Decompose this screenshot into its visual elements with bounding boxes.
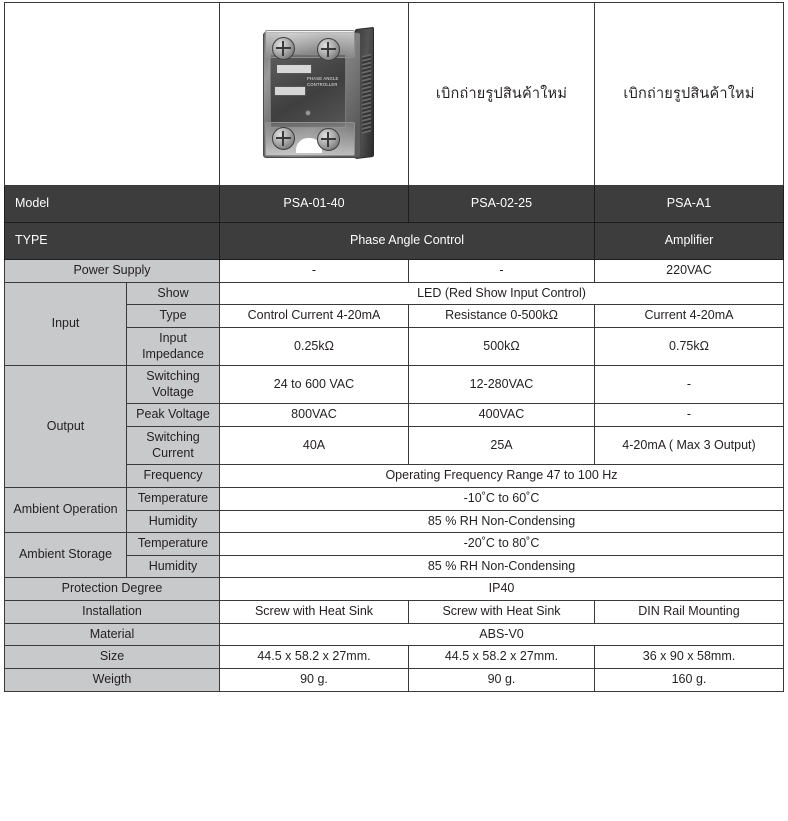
row-label-model: Model — [5, 186, 220, 223]
solid-state-relay-illustration — [255, 26, 373, 162]
row-label-installation: Installation — [5, 601, 220, 624]
type-value-span: Phase Angle Control — [220, 223, 595, 260]
power-supply-value-3: 220VAC — [595, 260, 784, 283]
product-image — [226, 6, 402, 182]
power-supply-value-1: - — [220, 260, 409, 283]
ambient-op-humidity-value: 85 % RH Non-Condensing — [220, 510, 784, 533]
input-show-value: LED (Red Show Input Control) — [220, 282, 784, 305]
row-label-weight: Weigth — [5, 668, 220, 691]
row-label-material: Material — [5, 623, 220, 646]
sub-label-ambient-op-temperature: Temperature — [127, 487, 220, 510]
material-value: ABS-V0 — [220, 623, 784, 646]
type-row — [5, 223, 784, 260]
switching-current-value-1: 40A — [220, 427, 409, 465]
size-row — [5, 646, 784, 669]
sub-label-switching-current: Switching Current — [127, 427, 220, 465]
sub-label-ambient-st-humidity: Humidity — [127, 555, 220, 578]
header-empty-cell — [5, 3, 220, 186]
frequency-value: Operating Frequency Range 47 to 100 Hz — [220, 465, 784, 488]
ambient-st-temperature-value: -20˚C to 80˚C — [220, 533, 784, 556]
sub-label-peak-voltage: Peak Voltage — [127, 404, 220, 427]
ambient-op-temperature-value: -10˚C to 60˚C — [220, 487, 784, 510]
switching-voltage-value-1: 24 to 600 VAC — [220, 366, 409, 404]
row-label-size: Size — [5, 646, 220, 669]
sub-label-input-type: Type — [127, 305, 220, 328]
row-label-ambient-operation: Ambient Operation — [5, 487, 127, 532]
relay-led-icon — [305, 110, 311, 116]
input-type-value-2: Resistance 0-500kΩ — [409, 305, 595, 328]
terminal-screw-icon — [272, 37, 295, 60]
peak-voltage-value-3: - — [595, 404, 784, 427]
installation-value-2: Screw with Heat Sink — [409, 601, 595, 624]
installation-value-3: DIN Rail Mounting — [595, 601, 784, 624]
ambient-storage-temperature-row — [5, 533, 784, 556]
protection-degree-row — [5, 578, 784, 601]
input-impedance-value-3: 0.75kΩ — [595, 327, 784, 365]
size-value-2: 44.5 x 58.2 x 27mm. — [409, 646, 595, 669]
row-label-ambient-storage: Ambient Storage — [5, 533, 127, 578]
terminal-screw-icon — [317, 128, 340, 151]
promo-note-col2: เบิกถ่ายรูปสินค้าใหม่ — [409, 3, 595, 186]
peak-voltage-value-1: 800VAC — [220, 404, 409, 427]
sub-label-switching-voltage: Switching Voltage — [127, 366, 220, 404]
material-row — [5, 623, 784, 646]
model-row — [5, 186, 784, 223]
sub-label-ambient-st-temperature: Temperature — [127, 533, 220, 556]
input-type-value-3: Current 4-20mA — [595, 305, 784, 328]
terminal-screw-icon — [317, 38, 340, 61]
row-label-input: Input — [5, 282, 127, 366]
product-specification-table — [4, 2, 784, 692]
switching-voltage-value-3: - — [595, 366, 784, 404]
ambient-operation-temperature-row — [5, 487, 784, 510]
row-label-type: TYPE — [5, 223, 220, 260]
weight-value-2: 90 g. — [409, 668, 595, 691]
installation-value-1: Screw with Heat Sink — [220, 601, 409, 624]
power-supply-value-2: - — [409, 260, 595, 283]
type-value-3: Amplifier — [595, 223, 784, 260]
size-value-1: 44.5 x 58.2 x 27mm. — [220, 646, 409, 669]
relay-voltage-label-icon — [276, 64, 312, 74]
sub-label-input-show: Show — [127, 282, 220, 305]
model-value-1: PSA-01-40 — [220, 186, 409, 223]
terminal-screw-icon — [272, 127, 295, 150]
row-label-protection-degree: Protection Degree — [5, 578, 220, 601]
installation-row — [5, 601, 784, 624]
row-label-power-supply: Power Supply — [5, 260, 220, 283]
output-switching-voltage-row — [5, 366, 784, 404]
row-label-output: Output — [5, 366, 127, 488]
input-impedance-value-1: 0.25kΩ — [220, 327, 409, 365]
sub-label-input-impedance: Input Impedance — [127, 327, 220, 365]
model-value-2: PSA-02-25 — [409, 186, 595, 223]
input-show-row — [5, 282, 784, 305]
sub-label-frequency: Frequency — [127, 465, 220, 488]
weight-value-3: 160 g. — [595, 668, 784, 691]
protection-degree-value: IP40 — [220, 578, 784, 601]
switching-voltage-value-2: 12-280VAC — [409, 366, 595, 404]
product-photo-cell — [220, 3, 409, 186]
weight-row — [5, 668, 784, 691]
power-supply-row — [5, 260, 784, 283]
weight-value-1: 90 g. — [220, 668, 409, 691]
switching-current-value-3: 4-20mA ( Max 3 Output) — [595, 427, 784, 465]
relay-model-label-icon — [274, 86, 306, 96]
input-type-value-1: Control Current 4-20mA — [220, 305, 409, 328]
size-value-3: 36 x 90 x 58mm. — [595, 646, 784, 669]
sub-label-ambient-op-humidity: Humidity — [127, 510, 220, 533]
header-media-row — [5, 3, 784, 186]
relay-print-text: PHASE ANGLE CONTROLLER — [307, 76, 339, 88]
switching-current-value-2: 25A — [409, 427, 595, 465]
model-value-3: PSA-A1 — [595, 186, 784, 223]
ambient-st-humidity-value: 85 % RH Non-Condensing — [220, 555, 784, 578]
peak-voltage-value-2: 400VAC — [409, 404, 595, 427]
promo-note-col3: เบิกถ่ายรูปสินค้าใหม่ — [595, 3, 784, 186]
input-impedance-value-2: 500kΩ — [409, 327, 595, 365]
relay-vent-icon — [362, 54, 371, 134]
